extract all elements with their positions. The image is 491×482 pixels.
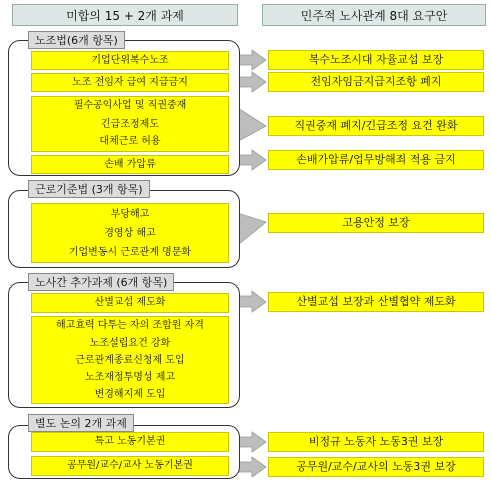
group-title: 근로기준법 (3개 항목) — [28, 180, 150, 198]
item-text: 산별교섭 제도화 — [94, 297, 166, 308]
demand-box: 손배가압류/업무방해죄 적용 금지 — [268, 150, 484, 170]
item-text: 노조재정투명성 제고 — [84, 372, 176, 383]
item-text: 해고효력 다투는 자의 조합원 자격 — [56, 320, 204, 331]
item-text: 대체근로 허용 — [99, 136, 161, 147]
item-text: 특고 노동기본권 — [94, 436, 166, 447]
item-text: 긴급조정제도 — [101, 119, 159, 130]
group-labor-standards-act — [8, 190, 240, 268]
group-labor-union-act — [8, 40, 240, 176]
group-additional-tasks — [8, 282, 240, 408]
group-title: 노조법(6개 항목) — [28, 31, 125, 49]
item-box — [31, 96, 229, 152]
item-box — [31, 316, 229, 404]
item-text: 근로관계종료신청제 도입 — [75, 355, 185, 366]
group-title: 별도 논의 2개 과제 — [28, 414, 134, 432]
demand-box: 비정규 노동자 노동3권 보장 — [268, 432, 484, 452]
item-text: 변경해지제 도입 — [94, 389, 166, 400]
right-column-header: 민주적 노사관계 8대 요구안 — [262, 4, 486, 26]
group-title: 노사간 추가과제 (6개 항목) — [28, 273, 174, 291]
item-box — [31, 456, 229, 476]
item-box — [31, 203, 229, 263]
item-text: 경영상 해고 — [104, 228, 156, 239]
item-text: 필수공익사업 및 직권중재 — [73, 100, 187, 111]
item-text: 노조설립요건 강화 — [89, 338, 171, 349]
item-text: 노조 전임자 급여 지급금지 — [72, 77, 188, 88]
demand-box: 복수노조시대 자율교섭 보장 — [268, 50, 484, 70]
item-text: 공무원/교수/교사 노동기본권 — [67, 460, 193, 471]
demand-box: 직권중재 폐지/긴급조정 요건 완화 — [268, 116, 484, 136]
group-separate-discussion — [8, 425, 240, 479]
demand-box: 산별교섭 보장과 산별협약 제도화 — [268, 292, 484, 312]
item-box — [31, 73, 229, 92]
left-column-header: 미합의 15 + 2개 과제 — [12, 4, 238, 26]
demand-box: 전임자임금지급지조항 폐지 — [268, 72, 484, 92]
item-text: 기업단위복수노조 — [91, 55, 169, 66]
item-box — [31, 155, 229, 174]
item-text: 손배 가압류 — [104, 159, 156, 170]
demand-box: 공무원/교수/교사의 노동3권 보장 — [268, 457, 484, 477]
item-text: 부당해고 — [110, 209, 150, 220]
item-box — [31, 293, 229, 313]
item-box — [31, 432, 229, 452]
item-box — [31, 51, 229, 70]
demand-box: 고용안정 보장 — [268, 213, 484, 233]
item-text: 기업변동시 근로관계 명문화 — [68, 247, 192, 258]
